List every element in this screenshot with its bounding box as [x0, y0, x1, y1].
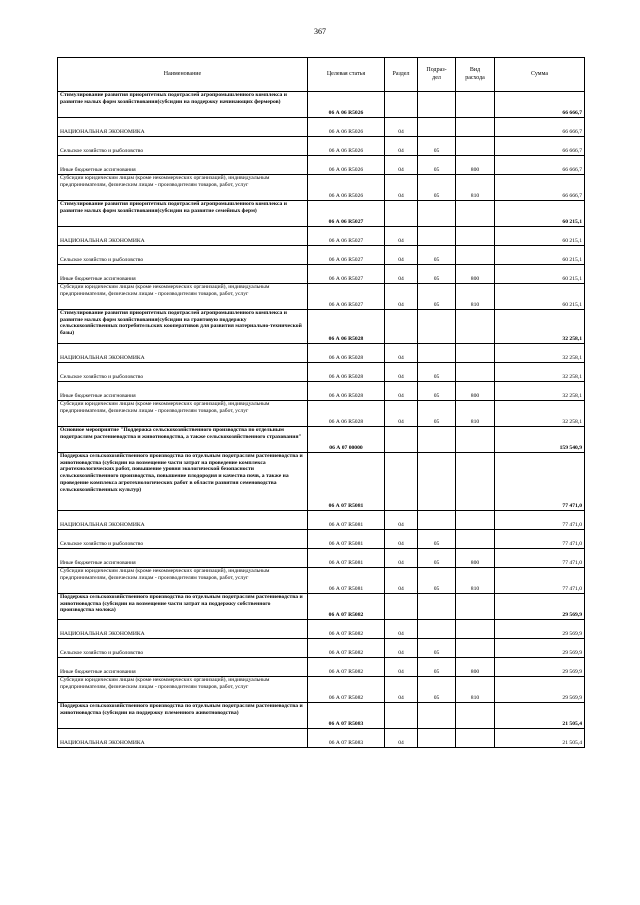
- section-cell: [385, 453, 418, 511]
- table-row: [58, 549, 585, 568]
- amount-cell: 21 505,4: [495, 729, 585, 748]
- target-cell: 06 А 06 R5027: [308, 201, 385, 227]
- name-cell: Субсидии юридическим лицам (кроме некоммерческих организаций), индивидуальным предпринимателям, физическим лицам - производителям товаров, работ, услуг: [58, 175, 308, 201]
- section-cell: 04: [385, 265, 418, 284]
- table-row: [58, 92, 585, 118]
- subsection-cell: 05: [418, 658, 456, 677]
- expense-type-cell: [456, 594, 495, 620]
- subsection-cell: [418, 703, 456, 729]
- subsection-cell: 05: [418, 568, 456, 594]
- amount-cell: 66 666,7: [495, 175, 585, 201]
- table-row: [58, 156, 585, 175]
- amount-cell: 60 215,1: [495, 201, 585, 227]
- section-cell: 04: [385, 284, 418, 310]
- name-cell: Иные бюджетные ассигнования: [58, 265, 308, 284]
- table-row: [58, 175, 585, 201]
- section-cell: 04: [385, 658, 418, 677]
- subsection-cell: 05: [418, 246, 456, 265]
- expense-type-cell: [456, 703, 495, 729]
- subsection-cell: 05: [418, 677, 456, 703]
- name-cell: Стимулирование развития приоритетных подотраслей агропромышленного комплекса и развитие малых форм хозяйствования(субсидии на развитие семейных ферм): [58, 201, 308, 227]
- amount-cell: 29 569,9: [495, 639, 585, 658]
- table-row: [58, 677, 585, 703]
- section-cell: [385, 201, 418, 227]
- amount-cell: 66 666,7: [495, 92, 585, 118]
- expense-type-cell: 800: [456, 156, 495, 175]
- col-header-subsection: Подраз- дел: [418, 58, 456, 92]
- expense-type-cell: [456, 344, 495, 363]
- subsection-cell: [418, 344, 456, 363]
- amount-cell: 29 569,9: [495, 677, 585, 703]
- name-cell: НАЦИОНАЛЬНАЯ ЭКОНОМИКА: [58, 729, 308, 748]
- subsection-cell: [418, 201, 456, 227]
- col-header-expense-type: Вид расхода: [456, 58, 495, 92]
- target-cell: 06 А 06 R5027: [308, 265, 385, 284]
- name-cell: Сельское хозяйство и рыболовство: [58, 639, 308, 658]
- amount-cell: 77 471,0: [495, 511, 585, 530]
- table-row: [58, 568, 585, 594]
- subsection-cell: 05: [418, 382, 456, 401]
- section-cell: 04: [385, 549, 418, 568]
- target-cell: 06 А 06 R5027: [308, 284, 385, 310]
- col-header-name: Наименование: [58, 58, 308, 92]
- expense-type-cell: [456, 639, 495, 658]
- expense-type-cell: [456, 363, 495, 382]
- amount-cell: 66 666,7: [495, 137, 585, 156]
- expense-type-cell: [456, 427, 495, 453]
- expense-type-cell: 800: [456, 265, 495, 284]
- name-cell: Сельское хозяйство и рыболовство: [58, 363, 308, 382]
- table-row: [58, 729, 585, 748]
- name-cell: Субсидии юридическим лицам (кроме некоммерческих организаций), индивидуальным предпринимателям, физическим лицам - производителям товаров, работ, услуг: [58, 401, 308, 427]
- section-cell: 04: [385, 363, 418, 382]
- section-cell: [385, 594, 418, 620]
- target-cell: 06 А 07 R5083: [308, 729, 385, 748]
- col-header-target: Целевая статья: [308, 58, 385, 92]
- subsection-cell: 05: [418, 530, 456, 549]
- table-row: [58, 310, 585, 344]
- name-cell: НАЦИОНАЛЬНАЯ ЭКОНОМИКА: [58, 511, 308, 530]
- name-cell: Иные бюджетные ассигнования: [58, 549, 308, 568]
- expense-type-cell: [456, 729, 495, 748]
- expense-type-cell: [456, 620, 495, 639]
- subsection-cell: [418, 427, 456, 453]
- amount-cell: 29 569,9: [495, 594, 585, 620]
- target-cell: 06 А 07 R5082: [308, 677, 385, 703]
- subsection-cell: 05: [418, 401, 456, 427]
- table-row: [58, 284, 585, 310]
- section-cell: 04: [385, 175, 418, 201]
- target-cell: 06 А 06 R5028: [308, 382, 385, 401]
- name-cell: Стимулирование развития приоритетных подотраслей агропромышленного комплекса и развитие малых форм хозяйствования(субсидии на поддержку начинающих фермеров): [58, 92, 308, 118]
- expense-type-cell: 810: [456, 175, 495, 201]
- expense-type-cell: 810: [456, 284, 495, 310]
- target-cell: 06 А 06 R5026: [308, 137, 385, 156]
- section-cell: [385, 92, 418, 118]
- section-cell: 04: [385, 156, 418, 175]
- target-cell: 06 А 06 R5028: [308, 401, 385, 427]
- target-cell: 06 А 06 R5028: [308, 344, 385, 363]
- expense-type-cell: 800: [456, 382, 495, 401]
- section-cell: [385, 703, 418, 729]
- section-cell: 04: [385, 137, 418, 156]
- target-cell: 06 А 06 R5026: [308, 175, 385, 201]
- section-cell: 04: [385, 530, 418, 549]
- name-cell: Сельское хозяйство и рыболовство: [58, 530, 308, 549]
- section-cell: 04: [385, 568, 418, 594]
- name-cell: НАЦИОНАЛЬНАЯ ЭКОНОМИКА: [58, 344, 308, 363]
- expense-type-cell: [456, 246, 495, 265]
- section-cell: 04: [385, 401, 418, 427]
- target-cell: 06 А 07 R5082: [308, 620, 385, 639]
- subsection-cell: 05: [418, 639, 456, 658]
- amount-cell: 66 666,7: [495, 118, 585, 137]
- target-cell: 06 А 07 R5082: [308, 639, 385, 658]
- section-cell: 04: [385, 246, 418, 265]
- target-cell: 06 А 06 R5026: [308, 156, 385, 175]
- name-cell: НАЦИОНАЛЬНАЯ ЭКОНОМИКА: [58, 620, 308, 639]
- expense-type-cell: 810: [456, 401, 495, 427]
- target-cell: 06 А 06 R5027: [308, 227, 385, 246]
- section-cell: [385, 310, 418, 344]
- amount-cell: 159 540,9: [495, 427, 585, 453]
- expense-type-cell: [456, 137, 495, 156]
- name-cell: Иные бюджетные ассигнования: [58, 156, 308, 175]
- subsection-cell: [418, 118, 456, 137]
- name-cell: Субсидии юридическим лицам (кроме некоммерческих организаций), индивидуальным предпринимателям, физическим лицам - производителям товаров, работ, услуг: [58, 284, 308, 310]
- amount-cell: 21 505,4: [495, 703, 585, 729]
- table-row: [58, 265, 585, 284]
- subsection-cell: [418, 594, 456, 620]
- table-row: [58, 530, 585, 549]
- amount-cell: 32 258,1: [495, 344, 585, 363]
- target-cell: 06 А 07 R5081: [308, 453, 385, 511]
- name-cell: Основное мероприятие "Поддержка сельскохозяйственного производства по отдельным подотраслям растениеводства и животноводства, а также сельскохозяйственного страхования": [58, 427, 308, 453]
- subsection-cell: 05: [418, 284, 456, 310]
- name-cell: Стимулирование развития приоритетных подотраслей агропромышленного комплекса и развитие малых форм хозяйствования(субсидии на грантовую поддержку сельскохозяйственных потребительских кооперативов для развития материально-технической базы): [58, 310, 308, 344]
- section-cell: 04: [385, 729, 418, 748]
- name-cell: Сельское хозяйство и рыболовство: [58, 137, 308, 156]
- target-cell: 06 А 06 R5028: [308, 310, 385, 344]
- table-row: [58, 363, 585, 382]
- subsection-cell: [418, 310, 456, 344]
- table-row: [58, 658, 585, 677]
- name-cell: НАЦИОНАЛЬНАЯ ЭКОНОМИКА: [58, 118, 308, 137]
- table-row: [58, 427, 585, 453]
- table-row: [58, 201, 585, 227]
- table-row: [58, 453, 585, 511]
- table-row: [58, 703, 585, 729]
- subsection-cell: [418, 453, 456, 511]
- section-cell: 04: [385, 227, 418, 246]
- amount-cell: 32 258,1: [495, 363, 585, 382]
- subsection-cell: 05: [418, 549, 456, 568]
- table-row: [58, 620, 585, 639]
- amount-cell: 29 569,9: [495, 658, 585, 677]
- expense-type-cell: 800: [456, 658, 495, 677]
- target-cell: 06 А 07 R5081: [308, 511, 385, 530]
- expense-type-cell: [456, 453, 495, 511]
- section-cell: [385, 427, 418, 453]
- target-cell: 06 А 07 R5081: [308, 549, 385, 568]
- table-row: [58, 137, 585, 156]
- section-cell: 04: [385, 620, 418, 639]
- table-row: [58, 118, 585, 137]
- col-header-amount: Сумма: [495, 58, 585, 92]
- expense-type-cell: [456, 118, 495, 137]
- target-cell: 06 А 07 R5081: [308, 530, 385, 549]
- target-cell: 06 А 06 R5026: [308, 92, 385, 118]
- target-cell: 06 А 07 00000: [308, 427, 385, 453]
- name-cell: Поддержка сельскохозяйственного производства по отдельным подотраслям растениеводства и животноводства (субсидии на возмещение части затрат на поддержку собственного производства молока): [58, 594, 308, 620]
- amount-cell: 77 471,0: [495, 568, 585, 594]
- amount-cell: 29 569,9: [495, 620, 585, 639]
- subsection-cell: [418, 729, 456, 748]
- amount-cell: 60 215,1: [495, 246, 585, 265]
- subsection-cell: 05: [418, 363, 456, 382]
- table-row: [58, 511, 585, 530]
- section-cell: 04: [385, 382, 418, 401]
- name-cell: Поддержка сельскохозяйственного производства по отдельным подотраслям растениеводства и животноводства (субсидии на возмещение части затрат на проведение комплекса агротехнологических работ, повышение уровня экологической безопасности сельскохозяйственного производства, повышение плодородия и качества почв, а также на проведение комплекса агротехнологических работ в области развития семеноводства сельскохозяйственных культур): [58, 453, 308, 511]
- amount-cell: 77 471,0: [495, 549, 585, 568]
- amount-cell: 60 215,1: [495, 265, 585, 284]
- expense-type-cell: 800: [456, 549, 495, 568]
- expense-type-cell: [456, 511, 495, 530]
- table-row: [58, 639, 585, 658]
- expense-type-cell: [456, 530, 495, 549]
- amount-cell: 60 215,1: [495, 284, 585, 310]
- name-cell: НАЦИОНАЛЬНАЯ ЭКОНОМИКА: [58, 227, 308, 246]
- section-cell: 04: [385, 118, 418, 137]
- name-cell: Субсидии юридическим лицам (кроме некоммерческих организаций), индивидуальным предпринимателям, физическим лицам - производителям товаров, работ, услуг: [58, 677, 308, 703]
- target-cell: 06 А 07 R5082: [308, 594, 385, 620]
- section-cell: 04: [385, 677, 418, 703]
- name-cell: Сельское хозяйство и рыболовство: [58, 246, 308, 265]
- table-row: [58, 246, 585, 265]
- expense-type-cell: [456, 201, 495, 227]
- target-cell: 06 А 07 R5083: [308, 703, 385, 729]
- target-cell: 06 А 07 R5081: [308, 568, 385, 594]
- subsection-cell: 05: [418, 265, 456, 284]
- table-row: [58, 382, 585, 401]
- target-cell: 06 А 06 R5027: [308, 246, 385, 265]
- expense-type-cell: 810: [456, 568, 495, 594]
- table-row: [58, 227, 585, 246]
- subsection-cell: 05: [418, 137, 456, 156]
- subsection-cell: [418, 92, 456, 118]
- target-cell: 06 А 07 R5082: [308, 658, 385, 677]
- expense-type-cell: 810: [456, 677, 495, 703]
- subsection-cell: [418, 511, 456, 530]
- section-cell: 04: [385, 639, 418, 658]
- page-number: 367: [314, 27, 326, 36]
- name-cell: Иные бюджетные ассигнования: [58, 382, 308, 401]
- table-header-row: [58, 58, 585, 92]
- expense-type-cell: [456, 310, 495, 344]
- table-row: [58, 594, 585, 620]
- name-cell: Субсидии юридическим лицам (кроме некоммерческих организаций), индивидуальным предпринимателям, физическим лицам - производителям товаров, работ, услуг: [58, 568, 308, 594]
- budget-table: [57, 57, 585, 748]
- subsection-cell: 05: [418, 175, 456, 201]
- amount-cell: 77 471,0: [495, 530, 585, 549]
- table-row: [58, 344, 585, 363]
- name-cell: Иные бюджетные ассигнования: [58, 658, 308, 677]
- subsection-cell: [418, 620, 456, 639]
- target-cell: 06 А 06 R5026: [308, 118, 385, 137]
- expense-type-cell: [456, 92, 495, 118]
- expense-type-cell: [456, 227, 495, 246]
- table-row: [58, 401, 585, 427]
- amount-cell: 66 666,7: [495, 156, 585, 175]
- section-cell: 04: [385, 511, 418, 530]
- amount-cell: 32 258,1: [495, 310, 585, 344]
- subsection-cell: [418, 227, 456, 246]
- amount-cell: 32 258,1: [495, 401, 585, 427]
- section-cell: 04: [385, 344, 418, 363]
- amount-cell: 32 258,1: [495, 382, 585, 401]
- amount-cell: 77 471,0: [495, 453, 585, 511]
- name-cell: Поддержка сельскохозяйственного производства по отдельным подотраслям растениеводства и животноводства (субсидии на поддержку племенного животноводства): [58, 703, 308, 729]
- subsection-cell: 05: [418, 156, 456, 175]
- amount-cell: 60 215,1: [495, 227, 585, 246]
- target-cell: 06 А 06 R5028: [308, 363, 385, 382]
- col-header-section: Раздел: [385, 58, 418, 92]
